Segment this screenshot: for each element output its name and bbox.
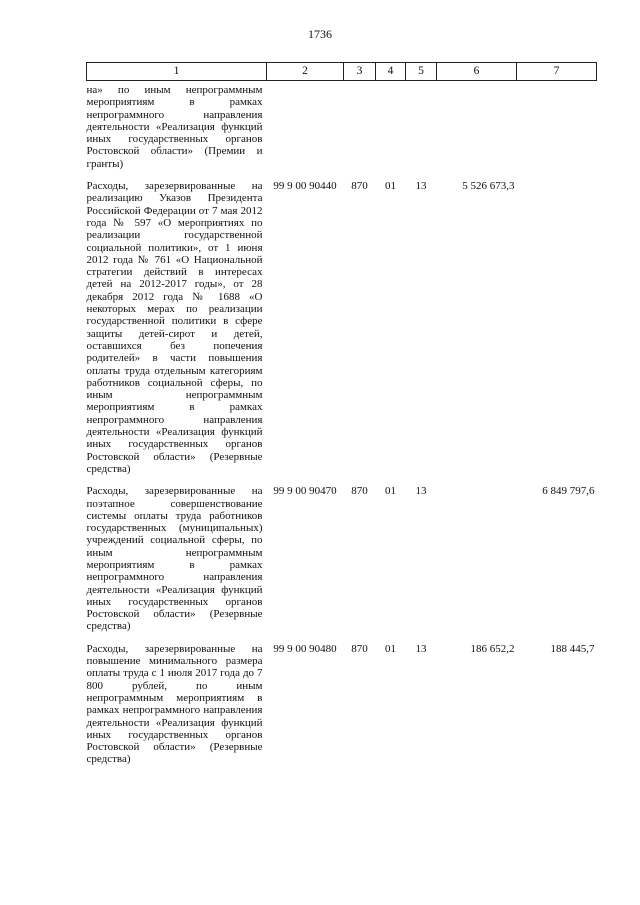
- row-code: 99 9 00 90480: [273, 642, 337, 655]
- row-rz: 01: [385, 180, 396, 193]
- row-vr: 870: [351, 642, 368, 655]
- row-vr: [344, 81, 376, 181]
- row-code: [267, 81, 344, 181]
- table-row: [87, 180, 597, 485]
- column-header: 3: [344, 63, 376, 81]
- row-vr: 870: [351, 180, 368, 193]
- row-rz: 01: [385, 642, 396, 655]
- row-code: 99 9 00 90470: [273, 485, 337, 498]
- column-header: 4: [376, 63, 406, 81]
- table-row: [87, 643, 597, 776]
- row-sum-1: 186 652,2: [470, 642, 515, 655]
- row-description: на» по иным непрограммным мероприятиям в рамках непрограммного направления деятельности «Реализация функций иных государственных органов Ростовской области» (Премии и гранты): [86, 84, 263, 170]
- row-sum-2: 188 445,7: [550, 642, 595, 655]
- row-pr: 13: [415, 180, 427, 193]
- row-sum-2: [517, 180, 597, 485]
- column-header: 6: [437, 63, 517, 81]
- row-pr: 13: [415, 485, 427, 498]
- column-header: 1: [87, 63, 267, 81]
- row-pr: [406, 81, 437, 181]
- row-code: 99 9 00 90440: [273, 180, 337, 193]
- row-sum-1: [437, 485, 517, 643]
- table-row: [87, 485, 597, 643]
- row-sum-1: [437, 81, 517, 181]
- column-header: 5: [406, 63, 437, 81]
- table-row: [87, 81, 597, 181]
- row-sum-2: [517, 81, 597, 181]
- budget-table: [86, 62, 597, 776]
- row-description: Расходы, зарезервированные на поэтапное совершенствование системы оплаты труда работников государственных (муниципальных) учреждений социальной сферы, по иным непрограммным мероприятиям в рамках непрограммного направления деятельности «Реализация функций иных государственных органов Ростовской области» (Резервные средства): [86, 485, 263, 633]
- row-pr: 13: [415, 642, 427, 655]
- page-number: 1736: [308, 27, 332, 41]
- row-rz: [376, 81, 406, 181]
- row-rz: 01: [385, 485, 396, 498]
- row-vr: 870: [351, 485, 368, 498]
- row-sum-1: 5 526 673,3: [462, 180, 515, 193]
- column-header: 2: [267, 63, 344, 81]
- table-header-row: [87, 63, 597, 81]
- row-description: Расходы, зарезервированные на повышение минимального размера оплаты труда с 1 июля 2017 года до 7 800 рублей, по иным непрограммным мероприятиям в рамках непрограммного направления деятельности «Реализация функций иных государственных органов Ростовской области» (Резервные средства): [86, 642, 263, 766]
- row-description: Расходы, зарезервированные на реализацию Указов Президента Российской Федерации от 7 мая 2012 года № 597 «О мероприятиях по реализации государственной социальной политики», от 1 июня 2012 года № 761 «О Национальной стратегии действий в интересах детей на 2012-2017 годы», от 28 декабря 2012 года № 1688 «О некоторых мерах по реализации государственной политики в сфере защиты детей-сирот и детей, оставшихся без попечения родителей» в части повышения оплаты труда отдельным категориям работников социальной сферы, по иным непрограммным мероприятиям в рамках непрограммного направления деятельности «Реализация функций иных государственных органов Ростовской области» (Резервные средства): [86, 180, 263, 475]
- column-header: 7: [517, 63, 597, 81]
- row-sum-2: 6 849 797,6: [542, 485, 595, 498]
